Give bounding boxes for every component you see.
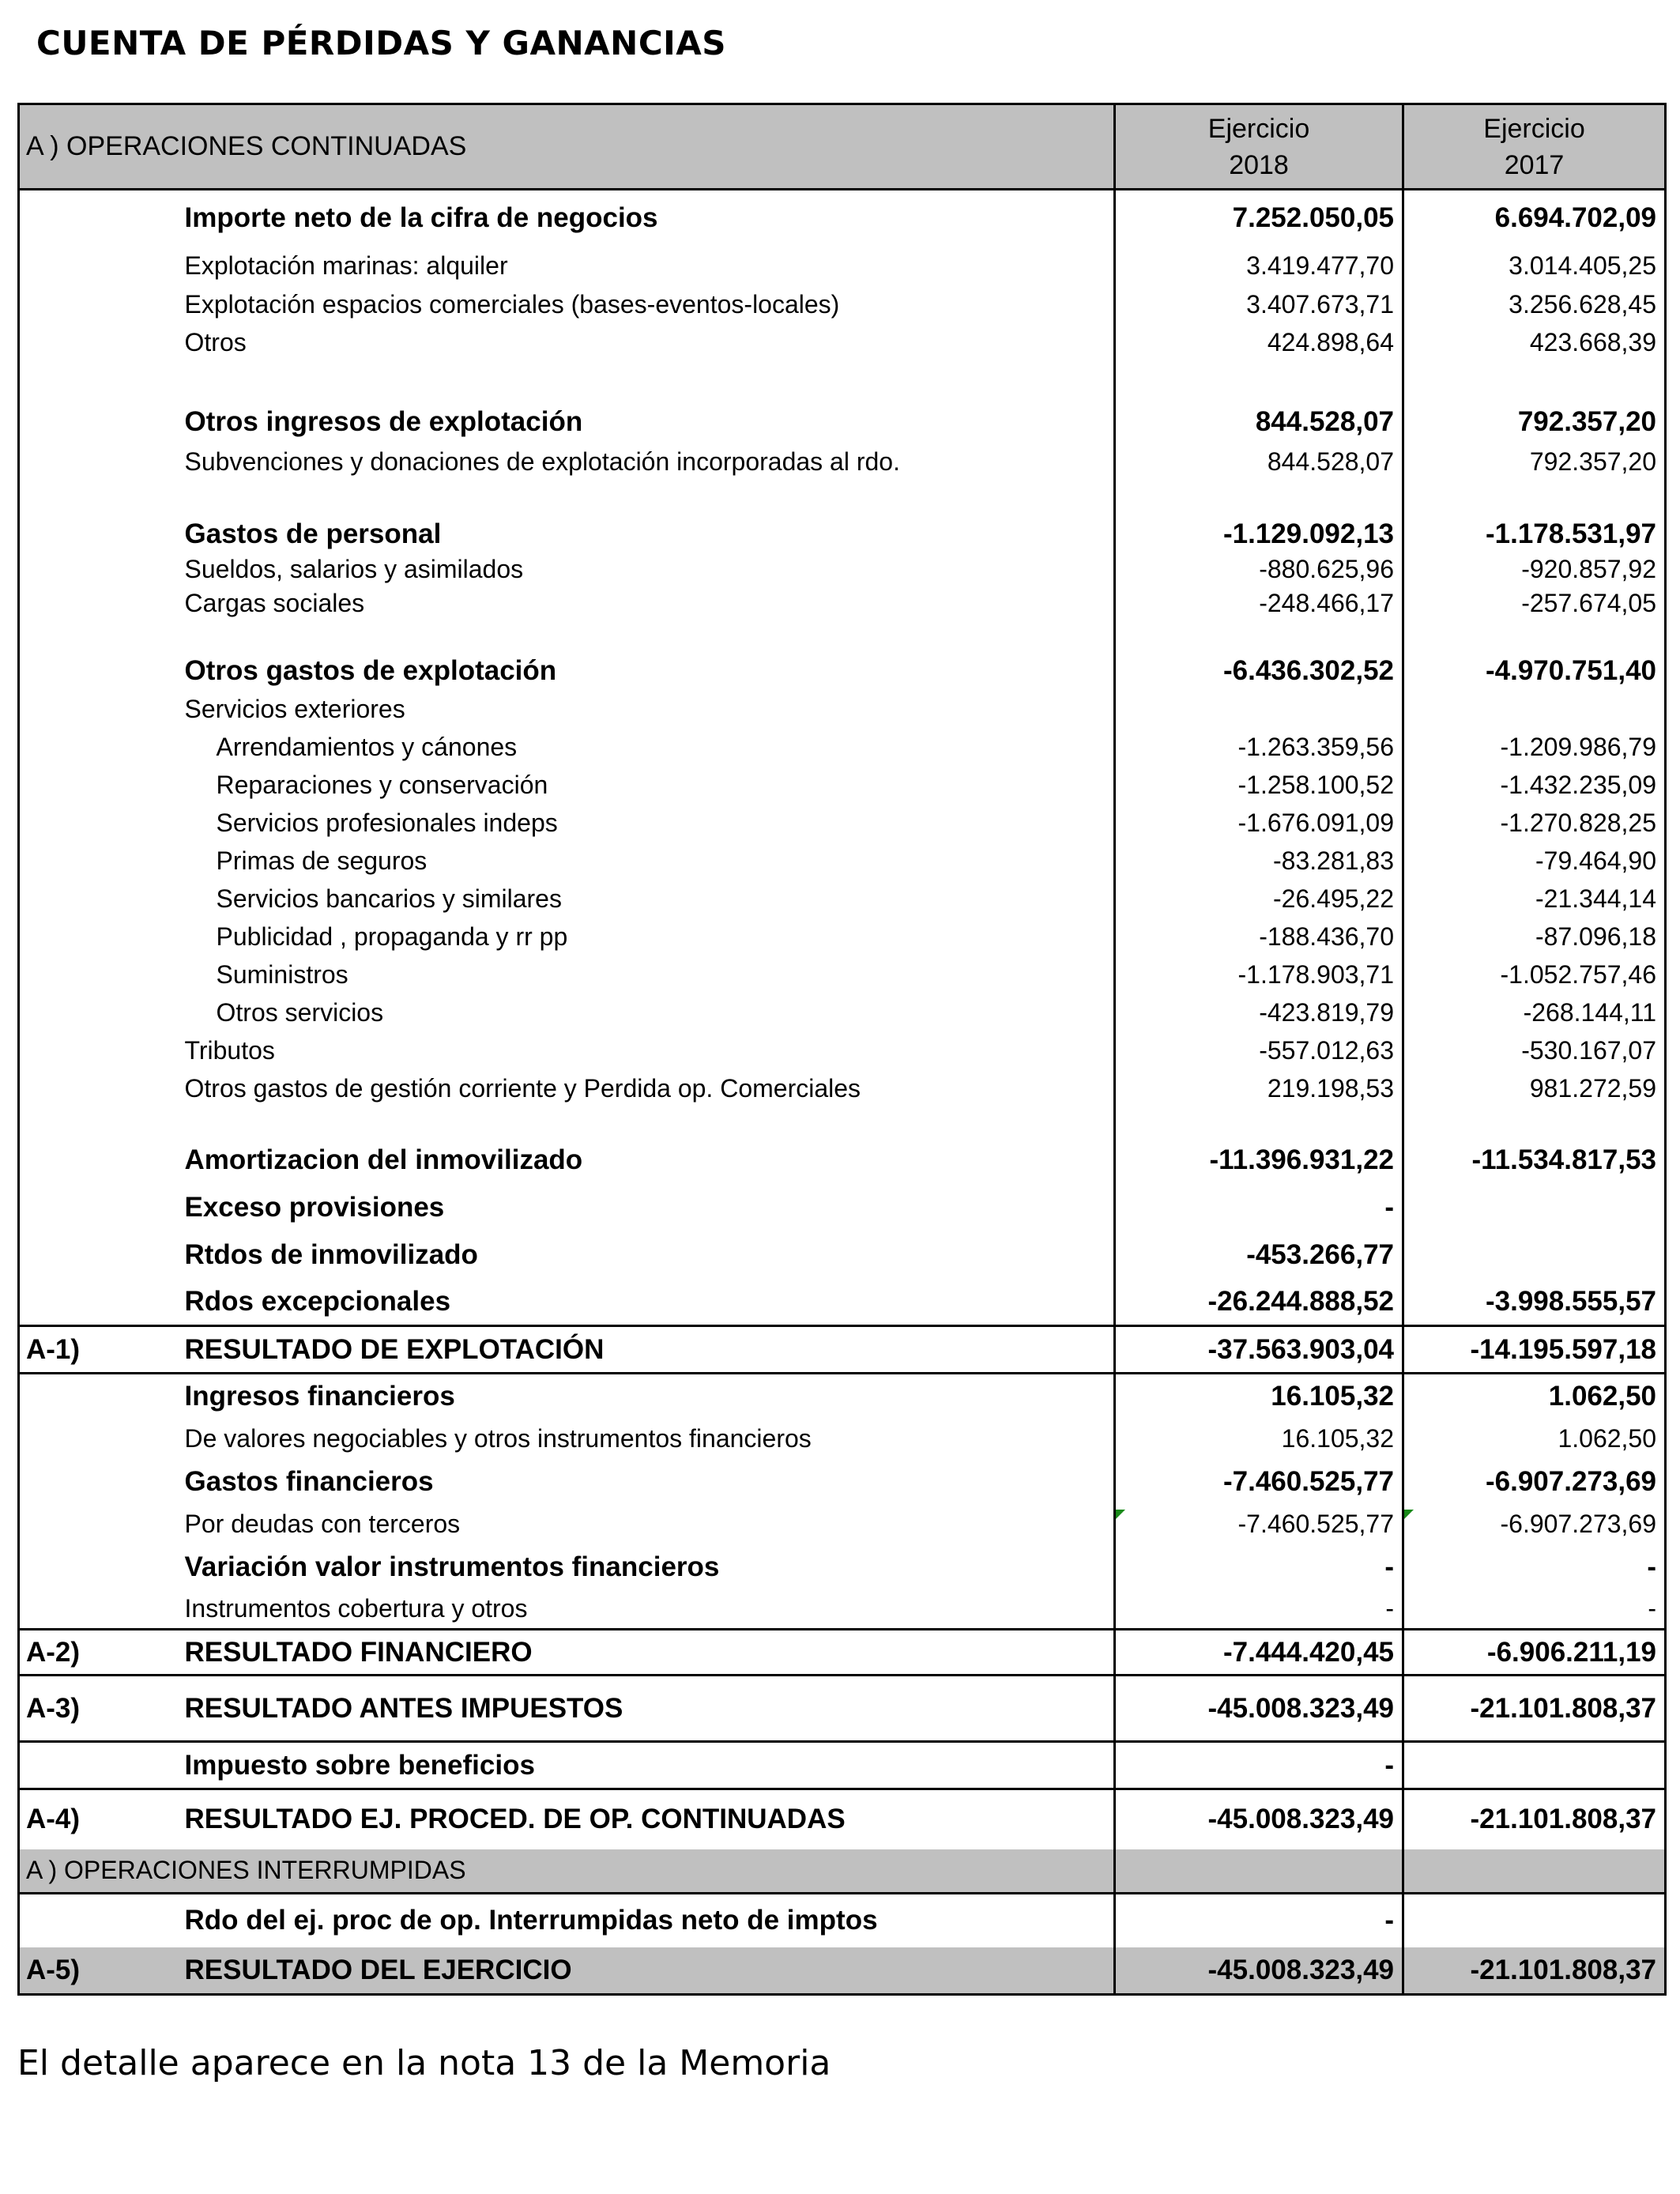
- row-code: [19, 918, 185, 956]
- result-row: [19, 1947, 1666, 1995]
- value-2018: [1115, 482, 1403, 515]
- value-2017: -: [1403, 1544, 1666, 1590]
- row-label: Otros servicios: [216, 998, 384, 1027]
- value-2018: 3.407.673,71: [1115, 286, 1403, 324]
- row-code: [19, 286, 185, 324]
- row-code: [19, 1279, 185, 1326]
- row-label: Servicios bancarios y similares: [216, 884, 562, 913]
- row-label: Reparaciones y conservación: [216, 771, 548, 799]
- row-label-cell: [185, 651, 1115, 691]
- row-code: [19, 729, 185, 767]
- row-code: [19, 190, 185, 247]
- table-row: [19, 190, 1666, 247]
- row-code: [19, 956, 185, 994]
- row-label: Gastos financieros: [184, 1465, 434, 1497]
- value-2018: -45.008.323,49: [1115, 1947, 1403, 1995]
- row-label-cell: [185, 1590, 1115, 1630]
- value-2017: -21.101.808,37: [1403, 1789, 1666, 1849]
- row-code: [19, 1742, 185, 1789]
- row-label: Servicios exteriores: [184, 695, 405, 723]
- table-row: [19, 586, 1666, 621]
- row-code: [19, 515, 185, 553]
- value-2018: -188.436,70: [1115, 918, 1403, 956]
- row-label: Impuesto sobre beneficios: [184, 1749, 535, 1781]
- value-2018: -557.012,63: [1115, 1032, 1403, 1070]
- row-label-cell: [185, 247, 1115, 286]
- value-2018: -1.676.091,09: [1115, 805, 1403, 843]
- row-code: [19, 767, 185, 805]
- row-code: [19, 1231, 185, 1279]
- value-2018: 844.528,07: [1115, 443, 1403, 482]
- column-header-2017: [1403, 104, 1666, 190]
- value-2017: -1.209.986,79: [1403, 729, 1666, 767]
- value-2018: -: [1115, 1742, 1403, 1789]
- row-label-cell: [185, 805, 1115, 843]
- value-2017: -21.101.808,37: [1403, 1947, 1666, 1995]
- table-row: [19, 401, 1666, 443]
- row-label: RESULTADO FINANCIERO: [184, 1636, 533, 1668]
- result-row: [19, 1630, 1666, 1676]
- value-2017: [1403, 691, 1666, 729]
- value-2018: -: [1115, 1544, 1403, 1590]
- value-2017: 1.062,50: [1403, 1419, 1666, 1459]
- row-code: [19, 1070, 185, 1108]
- value-2017: 3.256.628,45: [1403, 286, 1666, 324]
- table-body: [19, 104, 1666, 1995]
- value-2018: -1.178.903,71: [1115, 956, 1403, 994]
- value-2017: [1403, 1742, 1666, 1789]
- row-label-cell: [185, 1789, 1115, 1849]
- value-2017: [1403, 1184, 1666, 1231]
- row-label: Explotación espacios comerciales (bases-eventos-locales): [184, 290, 840, 319]
- row-label-cell: [185, 1947, 1115, 1995]
- value-2018: -: [1115, 1894, 1403, 1947]
- row-code: [19, 401, 185, 443]
- row-label-cell: [185, 729, 1115, 767]
- row-label-cell: [185, 1894, 1115, 1947]
- section-row: [19, 1849, 1666, 1894]
- row-label-cell: [185, 443, 1115, 482]
- table-row: [19, 1070, 1666, 1108]
- value-2018: 219.198,53: [1115, 1070, 1403, 1108]
- row-label-cell: [185, 324, 1115, 362]
- row-label-cell: [185, 286, 1115, 324]
- row-label-cell: [185, 1676, 1115, 1742]
- result-row: [19, 1326, 1666, 1374]
- row-label-cell: [185, 1374, 1115, 1419]
- value-2017: [1403, 1108, 1666, 1137]
- value-2017: 792.357,20: [1403, 401, 1666, 443]
- section-label: A ) OPERACIONES INTERRUMPIDAS: [19, 1849, 1115, 1894]
- row-label-cell: [185, 767, 1115, 805]
- value-2018: -6.436.302,52: [1115, 651, 1403, 691]
- table-row: [19, 247, 1666, 286]
- row-label: Ingresos financieros: [184, 1381, 455, 1412]
- footnote: El detalle aparece en la nota 13 de la Memoria: [17, 2043, 831, 2083]
- row-code: [19, 1184, 185, 1231]
- value-2017: 792.357,20: [1403, 443, 1666, 482]
- row-label-cell: [185, 1070, 1115, 1108]
- value-2018: -45.008.323,49: [1115, 1789, 1403, 1849]
- value-2018: 16.105,32: [1115, 1374, 1403, 1419]
- table-row: [19, 1231, 1666, 1279]
- row-label-cell: [185, 482, 1115, 515]
- row-label-cell: [185, 918, 1115, 956]
- row-code: [19, 1590, 185, 1630]
- row-label-cell: [185, 1279, 1115, 1326]
- row-label-cell: [185, 1459, 1115, 1505]
- row-label: Sueldos, salarios y asimilados: [184, 555, 524, 583]
- row-label: Otros ingresos de explotación: [184, 405, 583, 437]
- value-2018: [1115, 621, 1403, 651]
- result-row: [19, 1676, 1666, 1742]
- table-row: [19, 362, 1666, 401]
- row-label: Suministros: [216, 960, 348, 989]
- row-code: [19, 880, 185, 918]
- row-code: [19, 691, 185, 729]
- row-code: A-4): [26, 1804, 81, 1835]
- row-label-cell: [185, 621, 1115, 651]
- row-label: Publicidad , propaganda y rr pp: [216, 922, 568, 951]
- row-label-cell: [185, 401, 1115, 443]
- row-code: [19, 362, 185, 401]
- value-2018: 16.105,32: [1115, 1419, 1403, 1459]
- value-2018: -7.444.420,45: [1115, 1630, 1403, 1676]
- value-2018: 424.898,64: [1115, 324, 1403, 362]
- row-label: Rdo del ej. proc de op. Interrumpidas neto de imptos: [184, 1905, 878, 1936]
- row-label-cell: [185, 1231, 1115, 1279]
- value-2018: [1115, 362, 1403, 401]
- row-code: [19, 994, 185, 1032]
- table-row: [19, 1505, 1666, 1544]
- row-label-cell: [185, 1184, 1115, 1231]
- value-2017: -920.857,92: [1403, 553, 1666, 586]
- row-label: De valores negociables y otros instrumentos financieros: [184, 1424, 812, 1453]
- section-header: A ) OPERACIONES CONTINUADAS: [19, 104, 1115, 190]
- value-2018: [1115, 1849, 1403, 1894]
- table-row: [19, 843, 1666, 880]
- row-code: [19, 1505, 185, 1544]
- row-label-cell: [185, 1544, 1115, 1590]
- value-2018: -1.129.092,13: [1115, 515, 1403, 553]
- value-2017: -1.178.531,97: [1403, 515, 1666, 553]
- row-code: [19, 482, 185, 515]
- column-header-2017-line1: Ejercicio: [1483, 113, 1585, 144]
- value-2017: -21.101.808,37: [1403, 1676, 1666, 1742]
- value-2018: -7.460.525,77: [1115, 1459, 1403, 1505]
- value-2018: -248.466,17: [1115, 586, 1403, 621]
- row-label: Explotación marinas: alquiler: [184, 251, 508, 280]
- row-code: [19, 1137, 185, 1184]
- table-row: [19, 515, 1666, 553]
- row-label-cell: [185, 190, 1115, 247]
- value-2017: -3.998.555,57: [1403, 1279, 1666, 1326]
- column-header-2018: [1115, 104, 1403, 190]
- table-row: [19, 1137, 1666, 1184]
- row-label: Tributos: [184, 1036, 275, 1065]
- row-code: [19, 324, 185, 362]
- income-statement-table: [17, 103, 1667, 1996]
- value-2018: -26.244.888,52: [1115, 1279, 1403, 1326]
- table-row: [19, 1279, 1666, 1326]
- value-2017: -6.906.211,19: [1403, 1630, 1666, 1676]
- row-label: Variación valor instrumentos financieros: [184, 1551, 720, 1582]
- value-2017: -11.534.817,53: [1403, 1137, 1666, 1184]
- value-2018: 844.528,07: [1115, 401, 1403, 443]
- row-code: [19, 443, 185, 482]
- column-header-2017-line2: 2017: [1504, 149, 1565, 180]
- value-2018: -83.281,83: [1115, 843, 1403, 880]
- table-row: [19, 1742, 1666, 1789]
- row-code: A-1): [26, 1333, 81, 1365]
- value-2018: -: [1115, 1184, 1403, 1231]
- row-label: Gastos de personal: [184, 518, 442, 549]
- value-2018: -880.625,96: [1115, 553, 1403, 586]
- row-label: Primas de seguros: [216, 846, 428, 875]
- row-code: [19, 1374, 185, 1419]
- value-2017: [1403, 1894, 1666, 1947]
- table-row: [19, 994, 1666, 1032]
- row-label: RESULTADO EJ. PROCED. DE OP. CONTINUADAS: [184, 1804, 846, 1835]
- row-label: Servicios profesionales indeps: [216, 809, 558, 837]
- value-2018: -1.263.359,56: [1115, 729, 1403, 767]
- table-row: [19, 1374, 1666, 1419]
- value-2017: -14.195.597,18: [1403, 1326, 1666, 1374]
- result-row: [19, 1789, 1666, 1849]
- row-label: Amortizacion del inmovilizado: [184, 1144, 583, 1175]
- value-2017: [1403, 621, 1666, 651]
- row-label-cell: [185, 553, 1115, 586]
- row-label-cell: [185, 1630, 1115, 1676]
- row-label: Subvenciones y donaciones de explotación incorporadas al rdo.: [184, 447, 900, 476]
- row-label: RESULTADO DEL EJERCICIO: [184, 1954, 572, 1985]
- value-2017: [1403, 482, 1666, 515]
- value-2018: 7.252.050,05: [1115, 190, 1403, 247]
- value-2017: -21.344,14: [1403, 880, 1666, 918]
- value-2018: -1.258.100,52: [1115, 767, 1403, 805]
- row-label-cell: [185, 1742, 1115, 1789]
- row-label-cell: [185, 1108, 1115, 1137]
- value-2017: -1.432.235,09: [1403, 767, 1666, 805]
- row-label-cell: [185, 362, 1115, 401]
- value-2017: 423.668,39: [1403, 324, 1666, 362]
- row-label: RESULTADO ANTES IMPUESTOS: [184, 1692, 623, 1724]
- table-row: [19, 1590, 1666, 1630]
- row-label-cell: [185, 691, 1115, 729]
- row-code: [19, 805, 185, 843]
- row-code: [19, 1459, 185, 1505]
- row-code: [19, 1894, 185, 1947]
- table-row: [19, 918, 1666, 956]
- row-label: Otros gastos de explotación: [184, 654, 557, 686]
- table-row: [19, 1032, 1666, 1070]
- table-row: [19, 1894, 1666, 1947]
- row-label-cell: [185, 880, 1115, 918]
- row-label: Arrendamientos y cánones: [216, 733, 518, 761]
- table-row: [19, 324, 1666, 362]
- value-2017: -257.674,05: [1403, 586, 1666, 621]
- value-2018: [1115, 691, 1403, 729]
- row-label-cell: [185, 586, 1115, 621]
- row-label: RESULTADO DE EXPLOTACIÓN: [184, 1333, 605, 1365]
- row-label-cell: [185, 1326, 1115, 1374]
- row-label-cell: [185, 843, 1115, 880]
- value-2017: -530.167,07: [1403, 1032, 1666, 1070]
- row-label: Otros: [184, 328, 247, 356]
- value-2018: -26.495,22: [1115, 880, 1403, 918]
- value-2017: -: [1403, 1590, 1666, 1630]
- table-row: [19, 553, 1666, 586]
- value-2018: -: [1115, 1590, 1403, 1630]
- column-header-2018-line2: 2018: [1229, 149, 1289, 180]
- table-row: [19, 443, 1666, 482]
- value-2017: -1.052.757,46: [1403, 956, 1666, 994]
- row-code: [19, 1108, 185, 1137]
- row-label-cell: [185, 1505, 1115, 1544]
- row-code: [19, 1032, 185, 1070]
- table-header-row: [19, 104, 1666, 190]
- table-row: [19, 1108, 1666, 1137]
- value-2018: -45.008.323,49: [1115, 1676, 1403, 1742]
- value-2017: 3.014.405,25: [1403, 247, 1666, 286]
- row-label-cell: [185, 515, 1115, 553]
- row-label: Rtdos de inmovilizado: [184, 1238, 478, 1270]
- row-label-cell: [185, 994, 1115, 1032]
- value-2017: 1.062,50: [1403, 1374, 1666, 1419]
- table-row: [19, 691, 1666, 729]
- row-label-cell: [185, 1137, 1115, 1184]
- value-2017: -1.270.828,25: [1403, 805, 1666, 843]
- row-code: [19, 1419, 185, 1459]
- value-2017: -87.096,18: [1403, 918, 1666, 956]
- row-code: [19, 247, 185, 286]
- table-row: [19, 621, 1666, 651]
- table-row: [19, 880, 1666, 918]
- table-row: [19, 1184, 1666, 1231]
- table-row: [19, 956, 1666, 994]
- value-2018: 3.419.477,70: [1115, 247, 1403, 286]
- row-code: A-3): [26, 1692, 81, 1724]
- row-label-cell: [185, 956, 1115, 994]
- value-2017: [1403, 362, 1666, 401]
- table-row: [19, 1459, 1666, 1505]
- value-2017: -79.464,90: [1403, 843, 1666, 880]
- table-row: [19, 482, 1666, 515]
- value-2018: -7.460.525,77: [1115, 1505, 1403, 1544]
- row-code: [19, 843, 185, 880]
- value-2017: [1403, 1849, 1666, 1894]
- value-2017: -6.907.273,69: [1403, 1505, 1666, 1544]
- row-label-cell: [185, 1419, 1115, 1459]
- row-code: [19, 621, 185, 651]
- value-2018: -11.396.931,22: [1115, 1137, 1403, 1184]
- value-2017: -268.144,11: [1403, 994, 1666, 1032]
- row-label: Importe neto de la cifra de negocios: [184, 202, 658, 234]
- row-label: Por deudas con terceros: [184, 1510, 461, 1538]
- row-label: Cargas sociales: [184, 589, 365, 617]
- row-code: [19, 651, 185, 691]
- value-2017: [1403, 1231, 1666, 1279]
- column-header-2018-line1: Ejercicio: [1207, 113, 1310, 144]
- value-2018: [1115, 1108, 1403, 1137]
- value-2017: 981.272,59: [1403, 1070, 1666, 1108]
- row-code: [19, 553, 185, 586]
- value-2018: -37.563.903,04: [1115, 1326, 1403, 1374]
- value-2018: -423.819,79: [1115, 994, 1403, 1032]
- row-label-cell: [185, 1032, 1115, 1070]
- row-label: Exceso provisiones: [184, 1191, 445, 1223]
- row-code: [19, 586, 185, 621]
- row-label: Instrumentos cobertura y otros: [184, 1594, 528, 1623]
- page-title: CUENTA DE PÉRDIDAS Y GANANCIAS: [36, 24, 727, 62]
- table-row: [19, 805, 1666, 843]
- value-2017: 6.694.702,09: [1403, 190, 1666, 247]
- row-code: A-5): [19, 1947, 185, 1995]
- row-label: Otros gastos de gestión corriente y Perdida op. Comerciales: [184, 1074, 861, 1103]
- table-row: [19, 729, 1666, 767]
- table-row: [19, 1419, 1666, 1459]
- table-row: [19, 1544, 1666, 1590]
- row-code: A-2): [26, 1636, 81, 1668]
- value-2017: -6.907.273,69: [1403, 1459, 1666, 1505]
- value-2017: -4.970.751,40: [1403, 651, 1666, 691]
- table-row: [19, 767, 1666, 805]
- value-2018: -453.266,77: [1115, 1231, 1403, 1279]
- row-code: [19, 1544, 185, 1590]
- row-label: Rdos excepcionales: [184, 1285, 451, 1317]
- table-row: [19, 286, 1666, 324]
- table-row: [19, 651, 1666, 691]
